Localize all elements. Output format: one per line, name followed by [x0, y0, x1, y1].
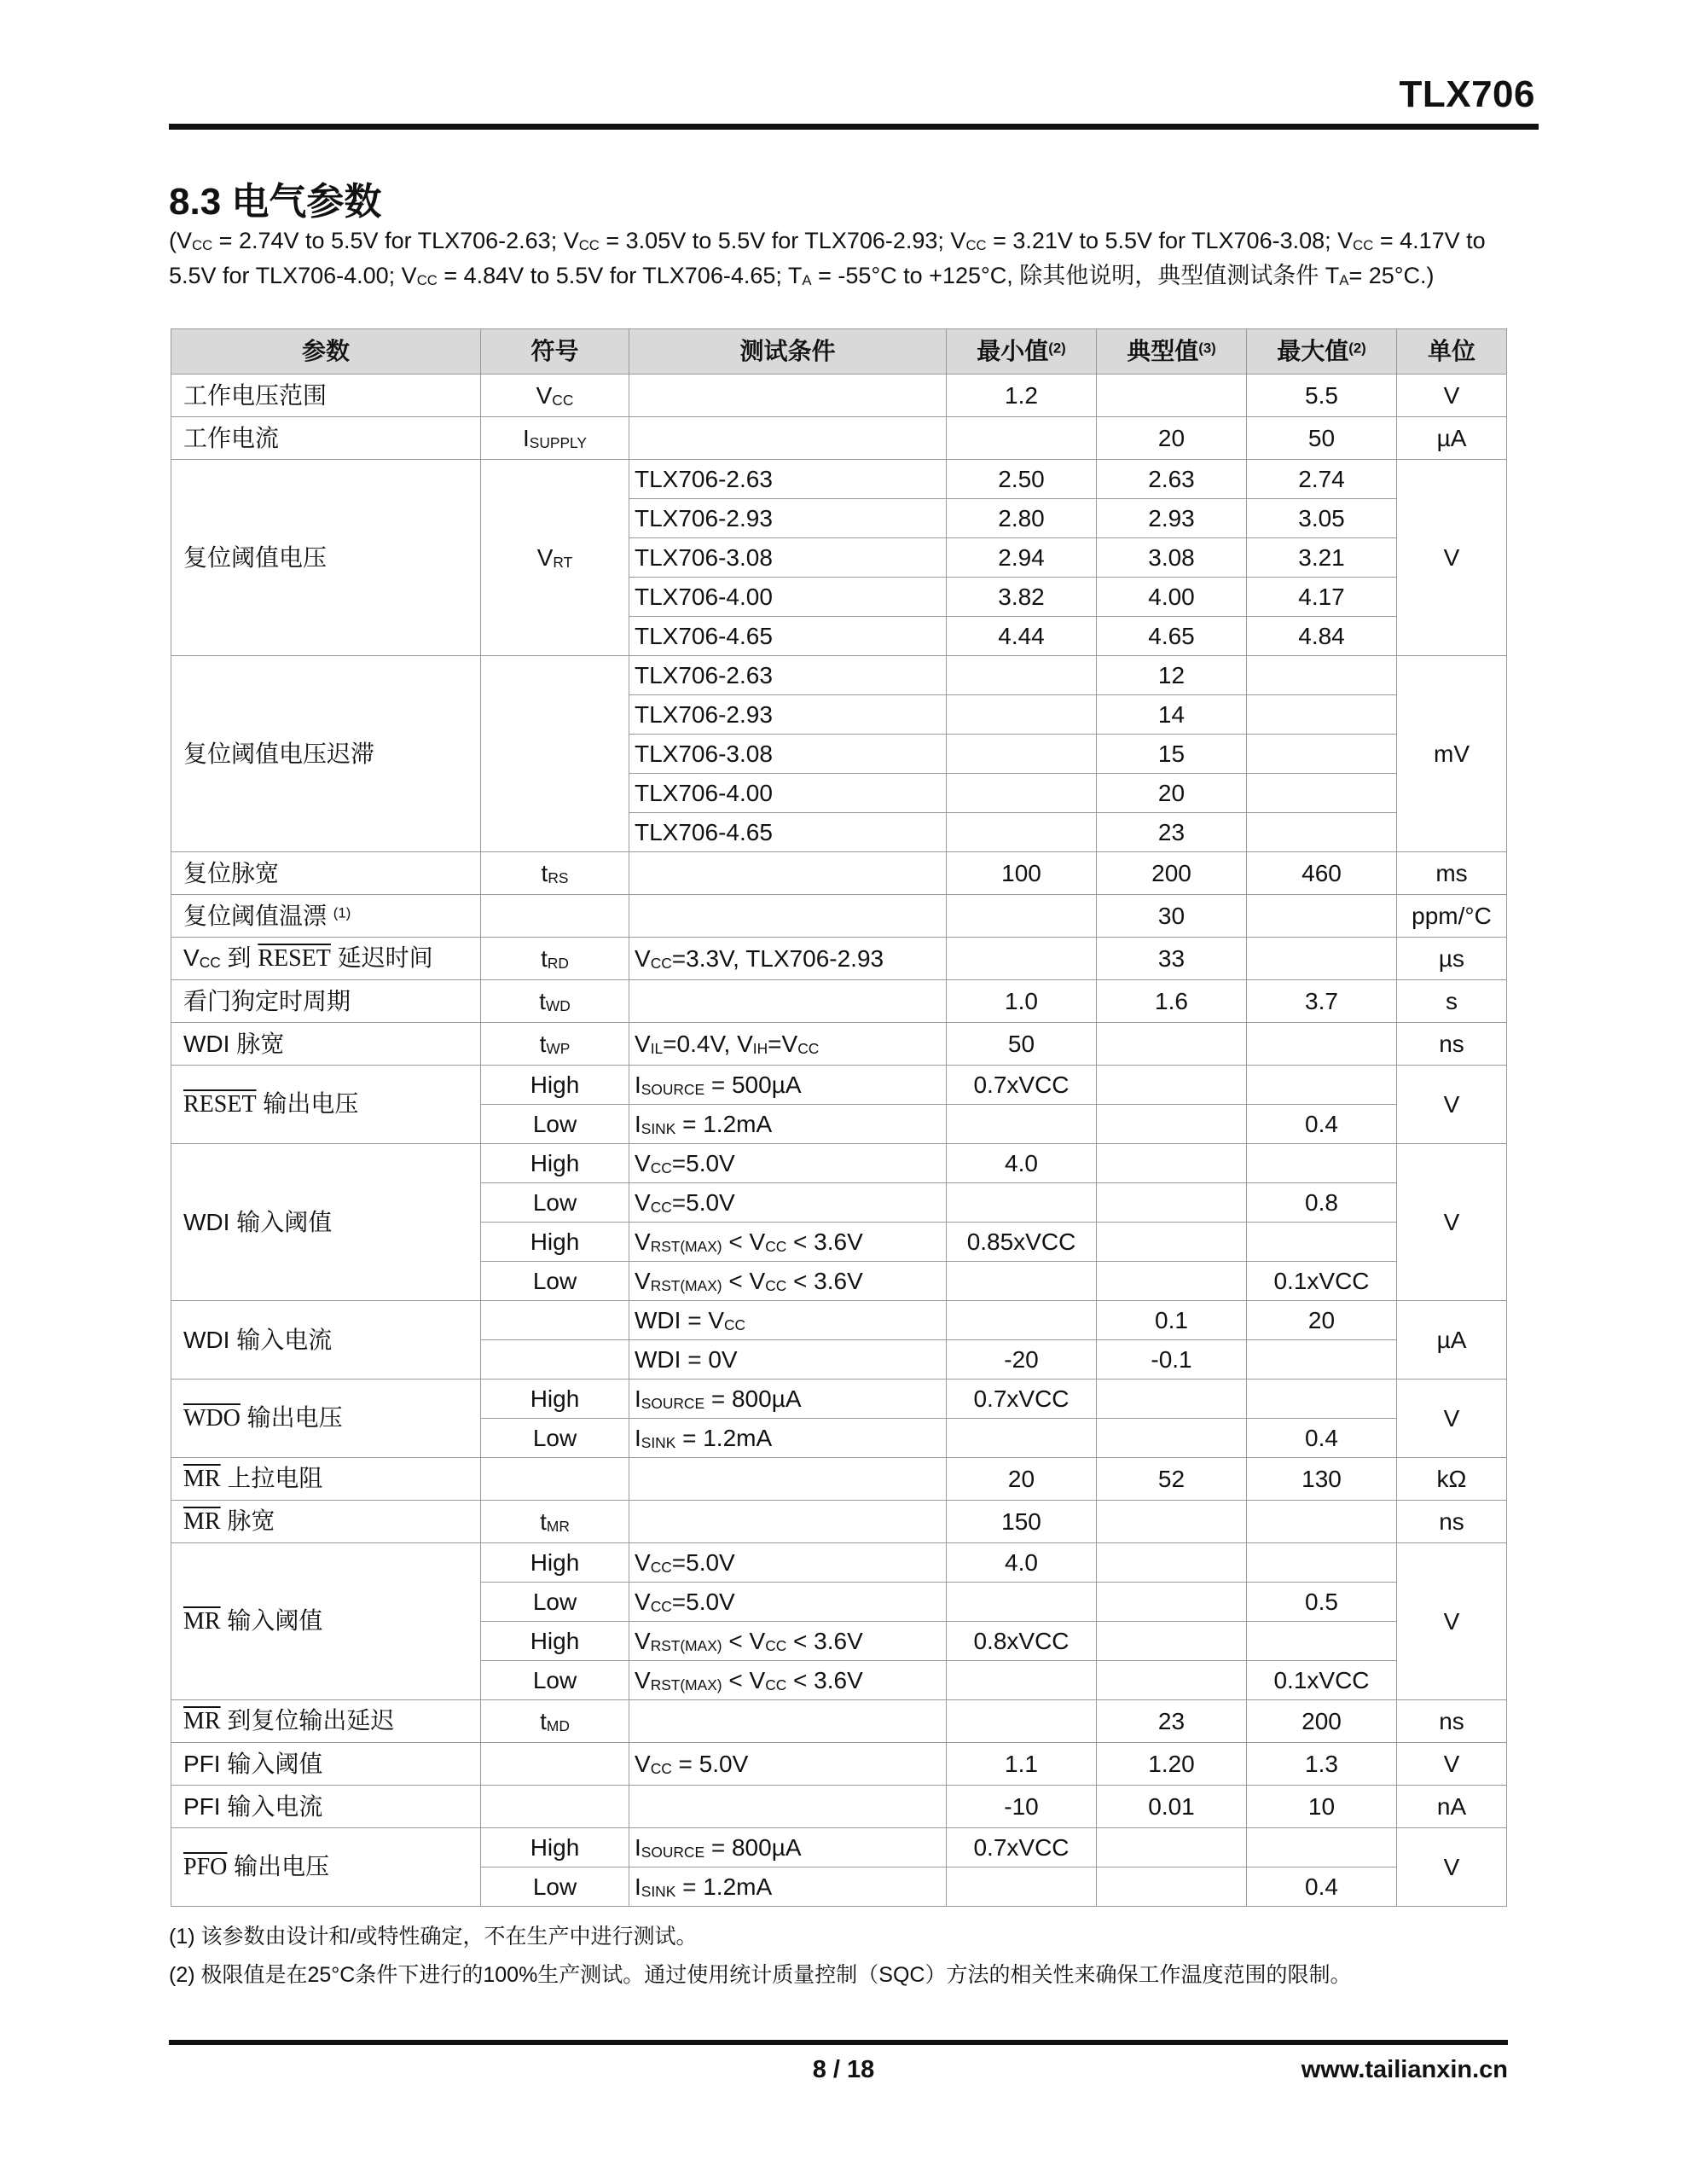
header-divider [169, 124, 1539, 130]
cell-unit-33: ns [1397, 1700, 1507, 1743]
col-header-condition: 测试条件 [629, 329, 947, 375]
cell-condition-21: $V_{RST(MAX)} < V_{CC} < 3.6V$ [629, 1223, 947, 1262]
cell-max-34: 1.3 [1247, 1743, 1397, 1786]
cell-condition-5: TLX706-4.00 [629, 578, 947, 617]
cell-min-16: 50 [947, 1023, 1097, 1066]
cell-min-33 [947, 1700, 1097, 1743]
cell-max-27: 130 [1247, 1458, 1397, 1501]
table-row [171, 1458, 1507, 1501]
cell-typ-36 [1097, 1828, 1247, 1867]
cell-typ-0 [1097, 375, 1247, 417]
cell-condition-33 [629, 1700, 947, 1743]
cell-max-30: 0.5 [1247, 1583, 1397, 1622]
table-row [171, 1828, 1507, 1867]
cell-unit-25: V [1397, 1380, 1507, 1458]
cell-condition-8: TLX706-2.93 [629, 695, 947, 735]
cell-condition-12 [629, 852, 947, 895]
cell-typ-19 [1097, 1144, 1247, 1183]
cell-param-wdo: $\overline{WDO}$ 输出电压 [171, 1380, 481, 1458]
cell-condition-4: TLX706-3.08 [629, 538, 947, 578]
cell-min-2: 2.50 [947, 460, 1097, 499]
cell-max-19 [1247, 1144, 1397, 1183]
cell-param-mr: $\overline{MR}$ 到复位输出延迟 [171, 1700, 481, 1743]
test-conditions: ($V_{CC} = 2.74V$ to 5.5V for TLX706-2.63; $V_{CC} = 3.05V$ to 5.5V for TLX706-2.93; $V_{CC} = 3.21V$ to 5.5V for TLX706-3.08; $V_{CC} = 4.17V$ to 5.5V for TLX706-4.00; $V_{CC} = 4.84V$ to 5.5V for TLX706-4.65; $T_A = -55^\circ C$ to +125°C, 除其他说明，典型值测试条件 $T_A= 25^\circ C$.) [169, 228, 1486, 288]
cell-max-2: 2.74 [1247, 460, 1397, 499]
cell-min-21: 0.85xVCC [947, 1223, 1097, 1262]
cell-unit-15: s [1397, 980, 1507, 1023]
cell-param-row-2: 复位阈值电压 [171, 460, 481, 656]
cell-symbol-20: Low [481, 1183, 629, 1223]
cell-symbol-26: Low [481, 1419, 629, 1458]
col-header-symbol: 符号 [481, 329, 629, 375]
cell-typ-12: 200 [1097, 852, 1247, 895]
cell-condition-22: $V_{RST(MAX)} < V_{CC} < 3.6V$ [629, 1262, 947, 1301]
cell-param-pfo: $\overline{PFO}$ 输出电压 [171, 1828, 481, 1907]
cell-condition-25: $I_{SOURCE} = 800\mu A$ [629, 1380, 947, 1419]
cell-min-23 [947, 1301, 1097, 1340]
cell-min-4: 2.94 [947, 538, 1097, 578]
cell-max-22: 0.1xVCC [1247, 1262, 1397, 1301]
cell-symbol-31: High [481, 1622, 629, 1661]
document-title: TLX706 [1399, 73, 1535, 115]
cell-max-21 [1247, 1223, 1397, 1262]
cell-typ-20 [1097, 1183, 1247, 1223]
cell-typ-7: 12 [1097, 656, 1247, 695]
cell-typ-34: 1.20 [1097, 1743, 1247, 1786]
cell-min-12: 100 [947, 852, 1097, 895]
cell-condition-28 [629, 1501, 947, 1543]
cell-unit-35: nA [1397, 1786, 1507, 1828]
cell-max-9 [1247, 735, 1397, 774]
cell-min-28: 150 [947, 1501, 1097, 1543]
cell-typ-26 [1097, 1419, 1247, 1458]
cell-condition-19: $V_{CC}=5.0V$ [629, 1144, 947, 1183]
cell-unit-34: V [1397, 1743, 1507, 1786]
cell-unit-13: ppm/°C [1397, 895, 1507, 938]
cell-max-11 [1247, 813, 1397, 852]
cell-max-0: 5.5 [1247, 375, 1397, 417]
cell-min-30 [947, 1583, 1097, 1622]
section-title: 8.3 电气参数 [169, 181, 382, 223]
cell-unit-14: µs [1397, 938, 1507, 980]
cell-typ-22 [1097, 1262, 1247, 1301]
cell-symbol-19: High [481, 1144, 629, 1183]
cell-condition-34: $V_{CC} = 5.0V$ [629, 1743, 947, 1786]
table-row [171, 1066, 1507, 1105]
col-header-min: 最小值$^{(2)}$ [947, 329, 1097, 375]
cell-unit-28: ns [1397, 1501, 1507, 1543]
cell-unit-2: V [1397, 460, 1507, 656]
table-row [171, 1743, 1507, 1786]
cell-max-7 [1247, 656, 1397, 695]
cell-condition-10: TLX706-4.00 [629, 774, 947, 813]
cell-max-26: 0.4 [1247, 1419, 1397, 1458]
footnote-1: (1) 该参数由设计和/或特性确定，不在生产中进行测试。 [169, 1925, 698, 1949]
cell-param-reset: RESET 输出电压 [171, 1066, 481, 1144]
cell-typ-3: 2.93 [1097, 499, 1247, 538]
cell-min-8 [947, 695, 1097, 735]
footer-divider [169, 2040, 1508, 2045]
cell-typ-25 [1097, 1380, 1247, 1419]
cell-unit-19: V [1397, 1144, 1507, 1301]
cell-typ-9: 15 [1097, 735, 1247, 774]
cell-max-5: 4.17 [1247, 578, 1397, 617]
cell-symbol-16: $t_{WP}$ [481, 1023, 629, 1066]
cell-symbol-27 [481, 1458, 629, 1501]
cell-symbol-30: Low [481, 1583, 629, 1622]
website-link[interactable]: www.tailianxin.cn [1301, 2056, 1508, 2083]
cell-min-29: 4.0 [947, 1543, 1097, 1583]
table-row [171, 1023, 1507, 1066]
cell-max-23: 20 [1247, 1301, 1397, 1340]
col-header-parameter: 参数 [171, 329, 481, 375]
cell-min-9 [947, 735, 1097, 774]
cell-max-31 [1247, 1622, 1397, 1661]
cell-param-mr: $\overline{MR}$ 脉宽 [171, 1501, 481, 1543]
cell-typ-29 [1097, 1543, 1247, 1583]
cell-symbol-32: Low [481, 1661, 629, 1700]
cell-condition-35 [629, 1786, 947, 1828]
cell-max-8 [1247, 695, 1397, 735]
cell-condition-23: WDI = $V_{CC}$ [629, 1301, 947, 1340]
cell-max-10 [1247, 774, 1397, 813]
cell-min-6: 4.44 [947, 617, 1097, 656]
cell-condition-20: $V_{CC}=5.0V$ [629, 1183, 947, 1223]
table-row [171, 1700, 1507, 1743]
cell-min-31: 0.8xVCC [947, 1622, 1097, 1661]
cell-unit-29: V [1397, 1543, 1507, 1700]
cell-symbol-0: $V_{CC}$ [481, 375, 629, 417]
cell-symbol-14: $t_{RD}$ [481, 938, 629, 980]
cell-typ-32 [1097, 1661, 1247, 1700]
cell-condition-2: TLX706-2.63 [629, 460, 947, 499]
cell-condition-17: $I_{SOURCE} = 500\mu A$ [629, 1066, 947, 1105]
electrical-parameters-table [171, 328, 1507, 1907]
cell-max-18: 0.4 [1247, 1105, 1397, 1144]
cell-typ-35: 0.01 [1097, 1786, 1247, 1828]
cell-param-wdi: WDI 脉宽 [171, 1023, 481, 1066]
cell-condition-30: $V_{CC}=5.0V$ [629, 1583, 947, 1622]
cell-typ-28 [1097, 1501, 1247, 1543]
cell-max-36 [1247, 1828, 1397, 1867]
cell-min-13 [947, 895, 1097, 938]
cell-symbol-17: High [481, 1066, 629, 1105]
cell-min-14 [947, 938, 1097, 980]
cell-symbol-28: $t_{MR}$ [481, 1501, 629, 1543]
cell-condition-24: WDI = 0V [629, 1340, 947, 1380]
cell-symbol-18: Low [481, 1105, 629, 1144]
cell-condition-18: $I_{SINK} = 1.2mA$ [629, 1105, 947, 1144]
page-number: 8 / 18 [812, 2056, 875, 2083]
cell-min-25: 0.7xVCC [947, 1380, 1097, 1419]
table-row [171, 938, 1507, 980]
table-row [171, 1786, 1507, 1828]
cell-typ-8: 14 [1097, 695, 1247, 735]
cell-symbol-1: $I_{SUPPLY}$ [481, 417, 629, 460]
table-row [171, 1380, 1507, 1419]
cell-param-row-15: 看门狗定时周期 [171, 980, 481, 1023]
cell-symbol-21: High [481, 1223, 629, 1262]
cell-min-37 [947, 1867, 1097, 1907]
cell-typ-5: 4.00 [1097, 578, 1247, 617]
cell-min-5: 3.82 [947, 578, 1097, 617]
col-header-max: 最大值$^{(2)}$ [1247, 329, 1397, 375]
cell-max-15: 3.7 [1247, 980, 1397, 1023]
cell-param-1: 复位阈值温漂 $^{(1)}$ [171, 895, 481, 938]
cell-unit-17: V [1397, 1066, 1507, 1144]
table-row [171, 656, 1507, 695]
cell-condition-9: TLX706-3.08 [629, 735, 947, 774]
table-row [171, 1543, 1507, 1583]
cell-min-10 [947, 774, 1097, 813]
cell-symbol-24 [481, 1340, 629, 1380]
cell-min-26 [947, 1419, 1097, 1458]
cell-unit-16: ns [1397, 1023, 1507, 1066]
cell-typ-21 [1097, 1223, 1247, 1262]
cell-max-25 [1247, 1380, 1397, 1419]
cell-max-20: 0.8 [1247, 1183, 1397, 1223]
cell-condition-37: $I_{SINK} = 1.2mA$ [629, 1867, 947, 1907]
cell-symbol-22: Low [481, 1262, 629, 1301]
cell-param-row-1: 工作电流 [171, 417, 481, 460]
cell-max-35: 10 [1247, 1786, 1397, 1828]
cell-condition-0 [629, 375, 947, 417]
col-header-typ: 典型值$^{(3)}$ [1097, 329, 1247, 375]
cell-typ-30 [1097, 1583, 1247, 1622]
cell-typ-13: 30 [1097, 895, 1247, 938]
cell-param-pfi: PFI 输入电流 [171, 1786, 481, 1828]
cell-min-3: 2.80 [947, 499, 1097, 538]
cell-typ-6: 4.65 [1097, 617, 1247, 656]
cell-param-row-7: 复位阈值电压迟滞 [171, 656, 481, 852]
cell-symbol-2: $V_{RT}$ [481, 460, 629, 656]
cell-typ-23: 0.1 [1097, 1301, 1247, 1340]
cell-symbol-13 [481, 895, 629, 938]
cell-min-36: 0.7xVCC [947, 1828, 1097, 1867]
cell-condition-3: TLX706-2.93 [629, 499, 947, 538]
cell-unit-0: V [1397, 375, 1507, 417]
cell-symbol-23 [481, 1301, 629, 1340]
cell-typ-31 [1097, 1622, 1247, 1661]
cell-max-24 [1247, 1340, 1397, 1380]
cell-max-32: 0.1xVCC [1247, 1661, 1397, 1700]
cell-max-4: 3.21 [1247, 538, 1397, 578]
cell-param-row-12: 复位脉宽 [171, 852, 481, 895]
cell-param-row-0: 工作电压范围 [171, 375, 481, 417]
cell-max-13 [1247, 895, 1397, 938]
cell-typ-14: 33 [1097, 938, 1247, 980]
cell-min-18 [947, 1105, 1097, 1144]
footnote-2: (2) 极限值是在25°C条件下进行的100%生产测试。通过使用统计质量控制（SQC）方法的相关性来确保工作温度范围的限制。 [169, 1963, 1352, 1987]
table-row [171, 852, 1507, 895]
cell-typ-4: 3.08 [1097, 538, 1247, 578]
cell-unit-12: ms [1397, 852, 1507, 895]
cell-condition-13 [629, 895, 947, 938]
cell-typ-33: 23 [1097, 1700, 1247, 1743]
cell-min-27: 20 [947, 1458, 1097, 1501]
cell-unit-36: V [1397, 1828, 1507, 1907]
cell-min-24: -20 [947, 1340, 1097, 1380]
cell-max-17 [1247, 1066, 1397, 1105]
col-header-unit: 单位 [1397, 329, 1507, 375]
cell-symbol-29: High [481, 1543, 629, 1583]
cell-condition-15 [629, 980, 947, 1023]
cell-condition-26: $I_{SINK} = 1.2mA$ [629, 1419, 947, 1458]
cell-unit-23: µA [1397, 1301, 1507, 1380]
cell-param-wdi: WDI 输入阈值 [171, 1144, 481, 1301]
cell-typ-15: 1.6 [1097, 980, 1247, 1023]
cell-max-29 [1247, 1543, 1397, 1583]
cell-typ-10: 20 [1097, 774, 1247, 813]
cell-min-20 [947, 1183, 1097, 1223]
cell-min-34: 1.1 [947, 1743, 1097, 1786]
cell-condition-16: $V_{IL}=0.4V$, $V_{IH}=V_{CC}$ [629, 1023, 947, 1066]
cell-max-37: 0.4 [1247, 1867, 1397, 1907]
cell-typ-37 [1097, 1867, 1247, 1907]
cell-symbol-34 [481, 1743, 629, 1786]
cell-unit-1: µA [1397, 417, 1507, 460]
cell-typ-16 [1097, 1023, 1247, 1066]
cell-min-1 [947, 417, 1097, 460]
cell-max-1: 50 [1247, 417, 1397, 460]
cell-symbol-15: $t_{WD}$ [481, 980, 629, 1023]
cell-symbol-37: Low [481, 1867, 629, 1907]
table-row [171, 1501, 1507, 1543]
table-row [171, 1301, 1507, 1340]
cell-param-wdi: WDI 输入电流 [171, 1301, 481, 1380]
cell-symbol-7 [481, 656, 629, 852]
cell-min-35: -10 [947, 1786, 1097, 1828]
cell-condition-36: $I_{SOURCE} = 800\mu A$ [629, 1828, 947, 1867]
cell-condition-11: TLX706-4.65 [629, 813, 947, 852]
cell-param-mr: $\overline{MR}$ 上拉电阻 [171, 1458, 481, 1501]
cell-symbol-12: $t_{RS}$ [481, 852, 629, 895]
table-row [171, 375, 1507, 417]
cell-min-11 [947, 813, 1097, 852]
cell-symbol-25: High [481, 1380, 629, 1419]
cell-typ-17 [1097, 1066, 1247, 1105]
cell-condition-1 [629, 417, 947, 460]
cell-condition-6: TLX706-4.65 [629, 617, 947, 656]
cell-param-vcc-reset: $V_{CC}$ 到 RESET 延迟时间 [171, 938, 481, 980]
cell-min-22 [947, 1262, 1097, 1301]
cell-condition-7: TLX706-2.63 [629, 656, 947, 695]
cell-typ-2: 2.63 [1097, 460, 1247, 499]
table-row [171, 460, 1507, 499]
table-row [171, 417, 1507, 460]
cell-min-17: 0.7xVCC [947, 1066, 1097, 1105]
cell-min-7 [947, 656, 1097, 695]
cell-symbol-35 [481, 1786, 629, 1828]
cell-max-33: 200 [1247, 1700, 1397, 1743]
table-row [171, 980, 1507, 1023]
cell-typ-18 [1097, 1105, 1247, 1144]
cell-min-19: 4.0 [947, 1144, 1097, 1183]
cell-condition-14: $V_{CC}=3.3V$, TLX706-2.93 [629, 938, 947, 980]
table-row [171, 1144, 1507, 1183]
cell-max-3: 3.05 [1247, 499, 1397, 538]
cell-symbol-36: High [481, 1828, 629, 1867]
cell-param-mr: $\overline{MR}$ 输入阈值 [171, 1543, 481, 1700]
cell-condition-32: $V_{RST(MAX)} < V_{CC} < 3.6V$ [629, 1661, 947, 1700]
cell-min-0: 1.2 [947, 375, 1097, 417]
cell-typ-24: -0.1 [1097, 1340, 1247, 1380]
cell-condition-27 [629, 1458, 947, 1501]
cell-max-6: 4.84 [1247, 617, 1397, 656]
cell-symbol-33: $t_{MD}$ [481, 1700, 629, 1743]
cell-typ-1: 20 [1097, 417, 1247, 460]
cell-max-14 [1247, 938, 1397, 980]
cell-condition-29: $V_{CC}=5.0V$ [629, 1543, 947, 1583]
cell-max-28 [1247, 1501, 1397, 1543]
cell-max-12: 460 [1247, 852, 1397, 895]
cell-min-32 [947, 1661, 1097, 1700]
cell-param-pfi: PFI 输入阈值 [171, 1743, 481, 1786]
cell-condition-31: $V_{RST(MAX)} < V_{CC} < 3.6V$ [629, 1622, 947, 1661]
cell-typ-11: 23 [1097, 813, 1247, 852]
cell-typ-27: 52 [1097, 1458, 1247, 1501]
table-row [171, 895, 1507, 938]
cell-min-15: 1.0 [947, 980, 1097, 1023]
table-header-row [171, 329, 1507, 375]
cell-unit-27: kΩ [1397, 1458, 1507, 1501]
cell-unit-7: mV [1397, 656, 1507, 852]
cell-max-16 [1247, 1023, 1397, 1066]
